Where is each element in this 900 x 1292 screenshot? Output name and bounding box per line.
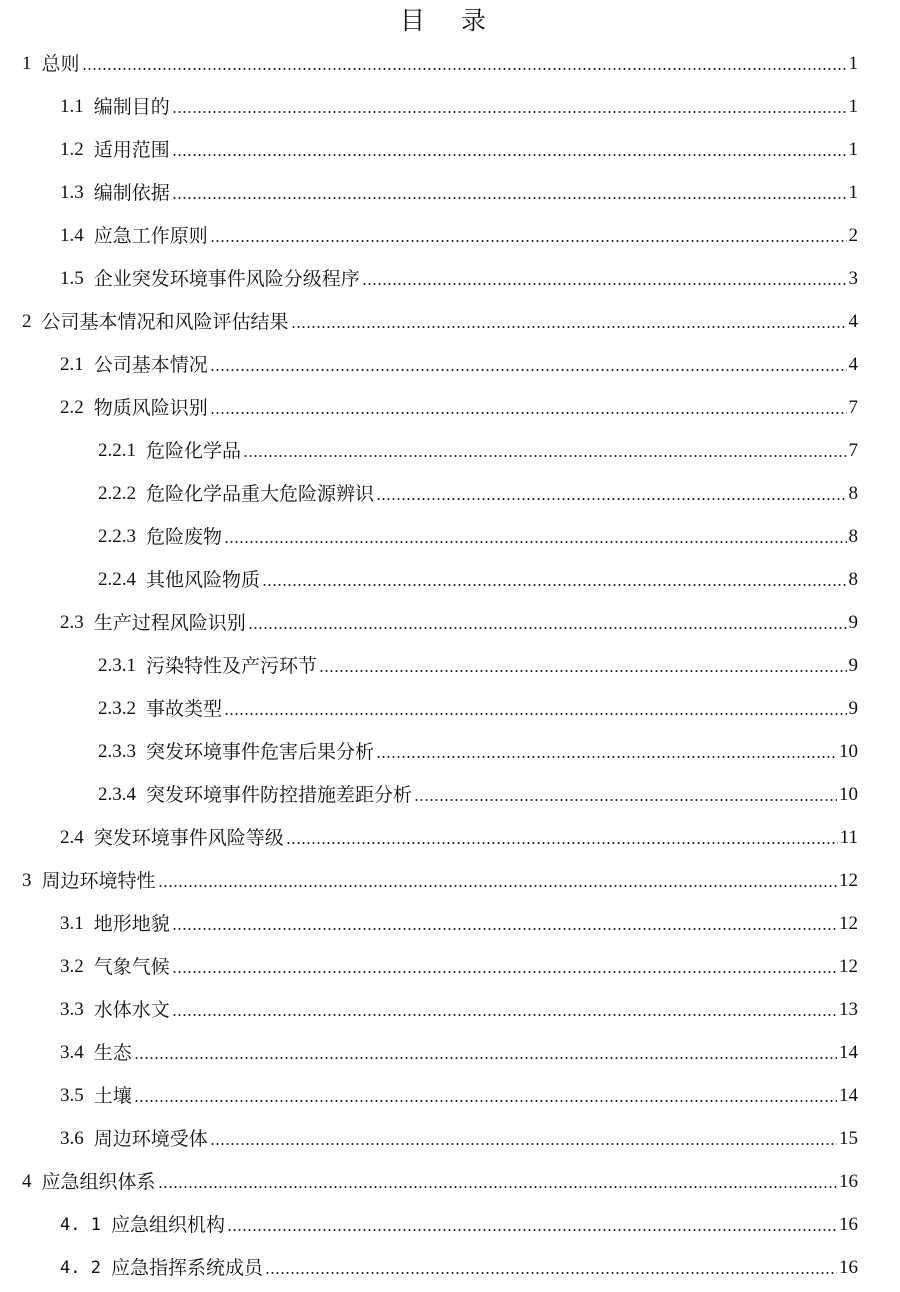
entry-number: 1.1 (60, 96, 84, 117)
dot-leader (210, 412, 847, 414)
entry-page-number: 9 (848, 612, 858, 633)
entry-number: 4 (22, 1171, 32, 1192)
entry-page-number: 14 (839, 1042, 858, 1063)
entry-title: 适用范围 (93, 139, 170, 161)
page-title: 目 录 (400, 6, 500, 35)
entry-title: 编制目的 (93, 96, 170, 118)
toc-entry-2-4[interactable] (60, 820, 858, 850)
dot-leader (224, 541, 846, 543)
entry-title: 突发环境事件危害后果分析 (146, 741, 375, 763)
dot-leader (172, 111, 847, 113)
entry-number: 2.2 (60, 397, 84, 418)
dot-leader (172, 971, 837, 973)
toc-entry-1-5[interactable] (60, 261, 858, 291)
dot-leader (227, 1229, 837, 1231)
toc-entry-3-6[interactable] (60, 1121, 858, 1151)
toc-entry-3[interactable] (22, 863, 858, 893)
entry-page-number: 16 (839, 1171, 858, 1192)
toc-entry-2-1[interactable] (60, 347, 858, 377)
dot-leader (286, 842, 838, 844)
dot-leader (172, 928, 837, 930)
toc-entry-4-1[interactable] (60, 1207, 858, 1237)
dot-leader (82, 68, 847, 70)
entry-title: 应急工作原则 (93, 225, 208, 247)
entry-title: 突发环境事件防控措施差距分析 (146, 784, 413, 806)
entry-number: 1.3 (60, 182, 84, 203)
entry-page-number: 7 (848, 440, 858, 461)
entry-title: 公司基本情况 (93, 354, 208, 376)
entry-number: 2.3.3 (98, 741, 136, 762)
dot-leader (265, 1272, 837, 1274)
dot-leader (243, 455, 846, 457)
entry-page-number: 12 (839, 956, 858, 977)
toc-entry-4-2[interactable] (60, 1250, 858, 1280)
entry-page-number: 12 (839, 913, 858, 934)
entry-title: 污染特性及产污环节 (146, 655, 318, 677)
dot-leader (158, 885, 837, 887)
entry-page-number: 7 (848, 397, 858, 418)
entry-number: 1.5 (60, 268, 84, 289)
entry-number: 2.3 (60, 612, 84, 633)
entry-number: 2.2.2 (98, 483, 136, 504)
entry-number: 2.1 (60, 354, 84, 375)
toc-entry-2-3-2[interactable] (98, 691, 858, 721)
entry-page-number: 13 (839, 999, 858, 1020)
entry-number: 3.3 (60, 999, 84, 1020)
entry-page-number: 3 (848, 268, 858, 289)
toc-entry-2-3-3[interactable] (98, 734, 858, 764)
entry-page-number: 10 (839, 784, 858, 805)
entry-number: 1 (22, 53, 32, 74)
entry-page-number: 2 (848, 225, 858, 246)
entry-number: 2.4 (60, 827, 84, 848)
dot-leader (134, 1057, 837, 1059)
entry-page-number: 1 (848, 139, 858, 160)
toc-entry-2-2-4[interactable] (98, 562, 858, 592)
dot-leader (172, 197, 847, 199)
dot-leader (172, 1014, 837, 1016)
entry-page-number: 4 (848, 311, 858, 332)
entry-title: 危险废物 (146, 526, 223, 548)
entry-page-number: 8 (848, 483, 858, 504)
dot-leader (362, 283, 847, 285)
entry-number: 3.4 (60, 1042, 84, 1063)
entry-number: 2.2.3 (98, 526, 136, 547)
toc-entry-2-2[interactable] (60, 390, 858, 420)
dot-leader (376, 498, 846, 500)
dot-leader (210, 1143, 837, 1145)
dot-leader (319, 670, 846, 672)
toc-entry-2-3-1[interactable] (98, 648, 858, 678)
entry-number: 1.2 (60, 139, 84, 160)
toc-entry-2-2-3[interactable] (98, 519, 858, 549)
entry-title: 事故类型 (146, 698, 223, 720)
entry-page-number: 9 (848, 655, 858, 676)
toc-entry-3-2[interactable] (60, 949, 858, 979)
entry-number: 3.5 (60, 1085, 84, 1106)
toc-entry-1[interactable] (22, 46, 858, 76)
entry-number: 4. 1 (60, 1215, 101, 1235)
dot-leader (210, 240, 847, 242)
entry-number: 3.2 (60, 956, 84, 977)
entry-title: 公司基本情况和风险评估结果 (41, 311, 289, 333)
entry-title: 地形地貌 (93, 913, 170, 935)
entry-page-number: 10 (839, 741, 858, 762)
entry-title: 周边环境特性 (41, 870, 156, 892)
toc-entry-1-1[interactable] (60, 89, 858, 119)
entry-title: 企业突发环境事件风险分级程序 (93, 268, 360, 290)
entry-page-number: 14 (839, 1085, 858, 1106)
entry-page-number: 16 (839, 1257, 858, 1278)
dot-leader (210, 369, 847, 371)
entry-number: 3.1 (60, 913, 84, 934)
entry-page-number: 1 (848, 182, 858, 203)
toc-entry-2-2-1[interactable] (98, 433, 858, 463)
dot-leader (248, 627, 847, 629)
entry-title: 危险化学品重大危险源辨识 (146, 483, 375, 505)
toc-entry-1-3[interactable] (60, 175, 858, 205)
entry-page-number: 16 (839, 1214, 858, 1235)
entry-page-number: 4 (848, 354, 858, 375)
entry-page-number: 12 (839, 870, 858, 891)
entry-number: 2.3.2 (98, 698, 136, 719)
entry-page-number: 8 (848, 569, 858, 590)
entry-title: 应急指挥系统成员 (110, 1257, 263, 1279)
dot-leader (172, 154, 847, 156)
dot-leader (262, 584, 846, 586)
entry-number: 2.2.1 (98, 440, 136, 461)
dot-leader (291, 326, 847, 328)
entry-number: 4. 2 (60, 1258, 101, 1278)
entry-title: 物质风险识别 (93, 397, 208, 419)
entry-title: 总则 (41, 53, 80, 75)
entry-title: 危险化学品 (146, 440, 242, 462)
toc-entry-1-2[interactable] (60, 132, 858, 162)
entry-number: 3.6 (60, 1128, 84, 1149)
toc-entry-1-4[interactable] (60, 218, 858, 248)
toc-entry-2-3[interactable] (60, 605, 858, 635)
entry-page-number: 1 (848, 96, 858, 117)
entry-page-number: 8 (848, 526, 858, 547)
entry-number: 2.2.4 (98, 569, 136, 590)
entry-page-number: 11 (839, 827, 858, 848)
entry-number: 2 (22, 311, 32, 332)
entry-number: 2.3.4 (98, 784, 136, 805)
entry-title: 应急组织体系 (41, 1171, 156, 1193)
toc-entry-3-1[interactable] (60, 906, 858, 936)
entry-title: 应急组织机构 (110, 1214, 225, 1236)
entry-page-number: 15 (839, 1128, 858, 1149)
entry-title: 周边环境受体 (93, 1128, 208, 1150)
toc-entry-3-4[interactable] (60, 1035, 858, 1065)
entry-number: 2.3.1 (98, 655, 136, 676)
entry-title: 水体水文 (93, 999, 170, 1021)
dot-leader (158, 1186, 837, 1188)
toc-entry-3-5[interactable] (60, 1078, 858, 1108)
toc-entry-3-3[interactable] (60, 992, 858, 1022)
entry-title: 气象气候 (93, 956, 170, 978)
toc-entry-4[interactable] (22, 1164, 858, 1194)
dot-leader (376, 756, 837, 758)
entry-title: 其他风险物质 (146, 569, 261, 591)
entry-number: 3 (22, 870, 32, 891)
entry-title: 生态 (93, 1042, 132, 1064)
entry-page-number: 9 (848, 698, 858, 719)
entry-title: 土壤 (93, 1085, 132, 1107)
entry-title: 编制依据 (93, 182, 170, 204)
dot-leader (134, 1100, 837, 1102)
dot-leader (414, 799, 837, 801)
entry-title: 生产过程风险识别 (93, 612, 246, 634)
entry-title: 突发环境事件风险等级 (93, 827, 284, 849)
toc-entry-2-2-2[interactable] (98, 476, 858, 506)
toc-entry-2-3-4[interactable] (98, 777, 858, 807)
entry-number: 1.4 (60, 225, 84, 246)
dot-leader (224, 713, 846, 715)
toc-entry-2[interactable] (22, 304, 858, 334)
entry-page-number: 1 (848, 53, 858, 74)
